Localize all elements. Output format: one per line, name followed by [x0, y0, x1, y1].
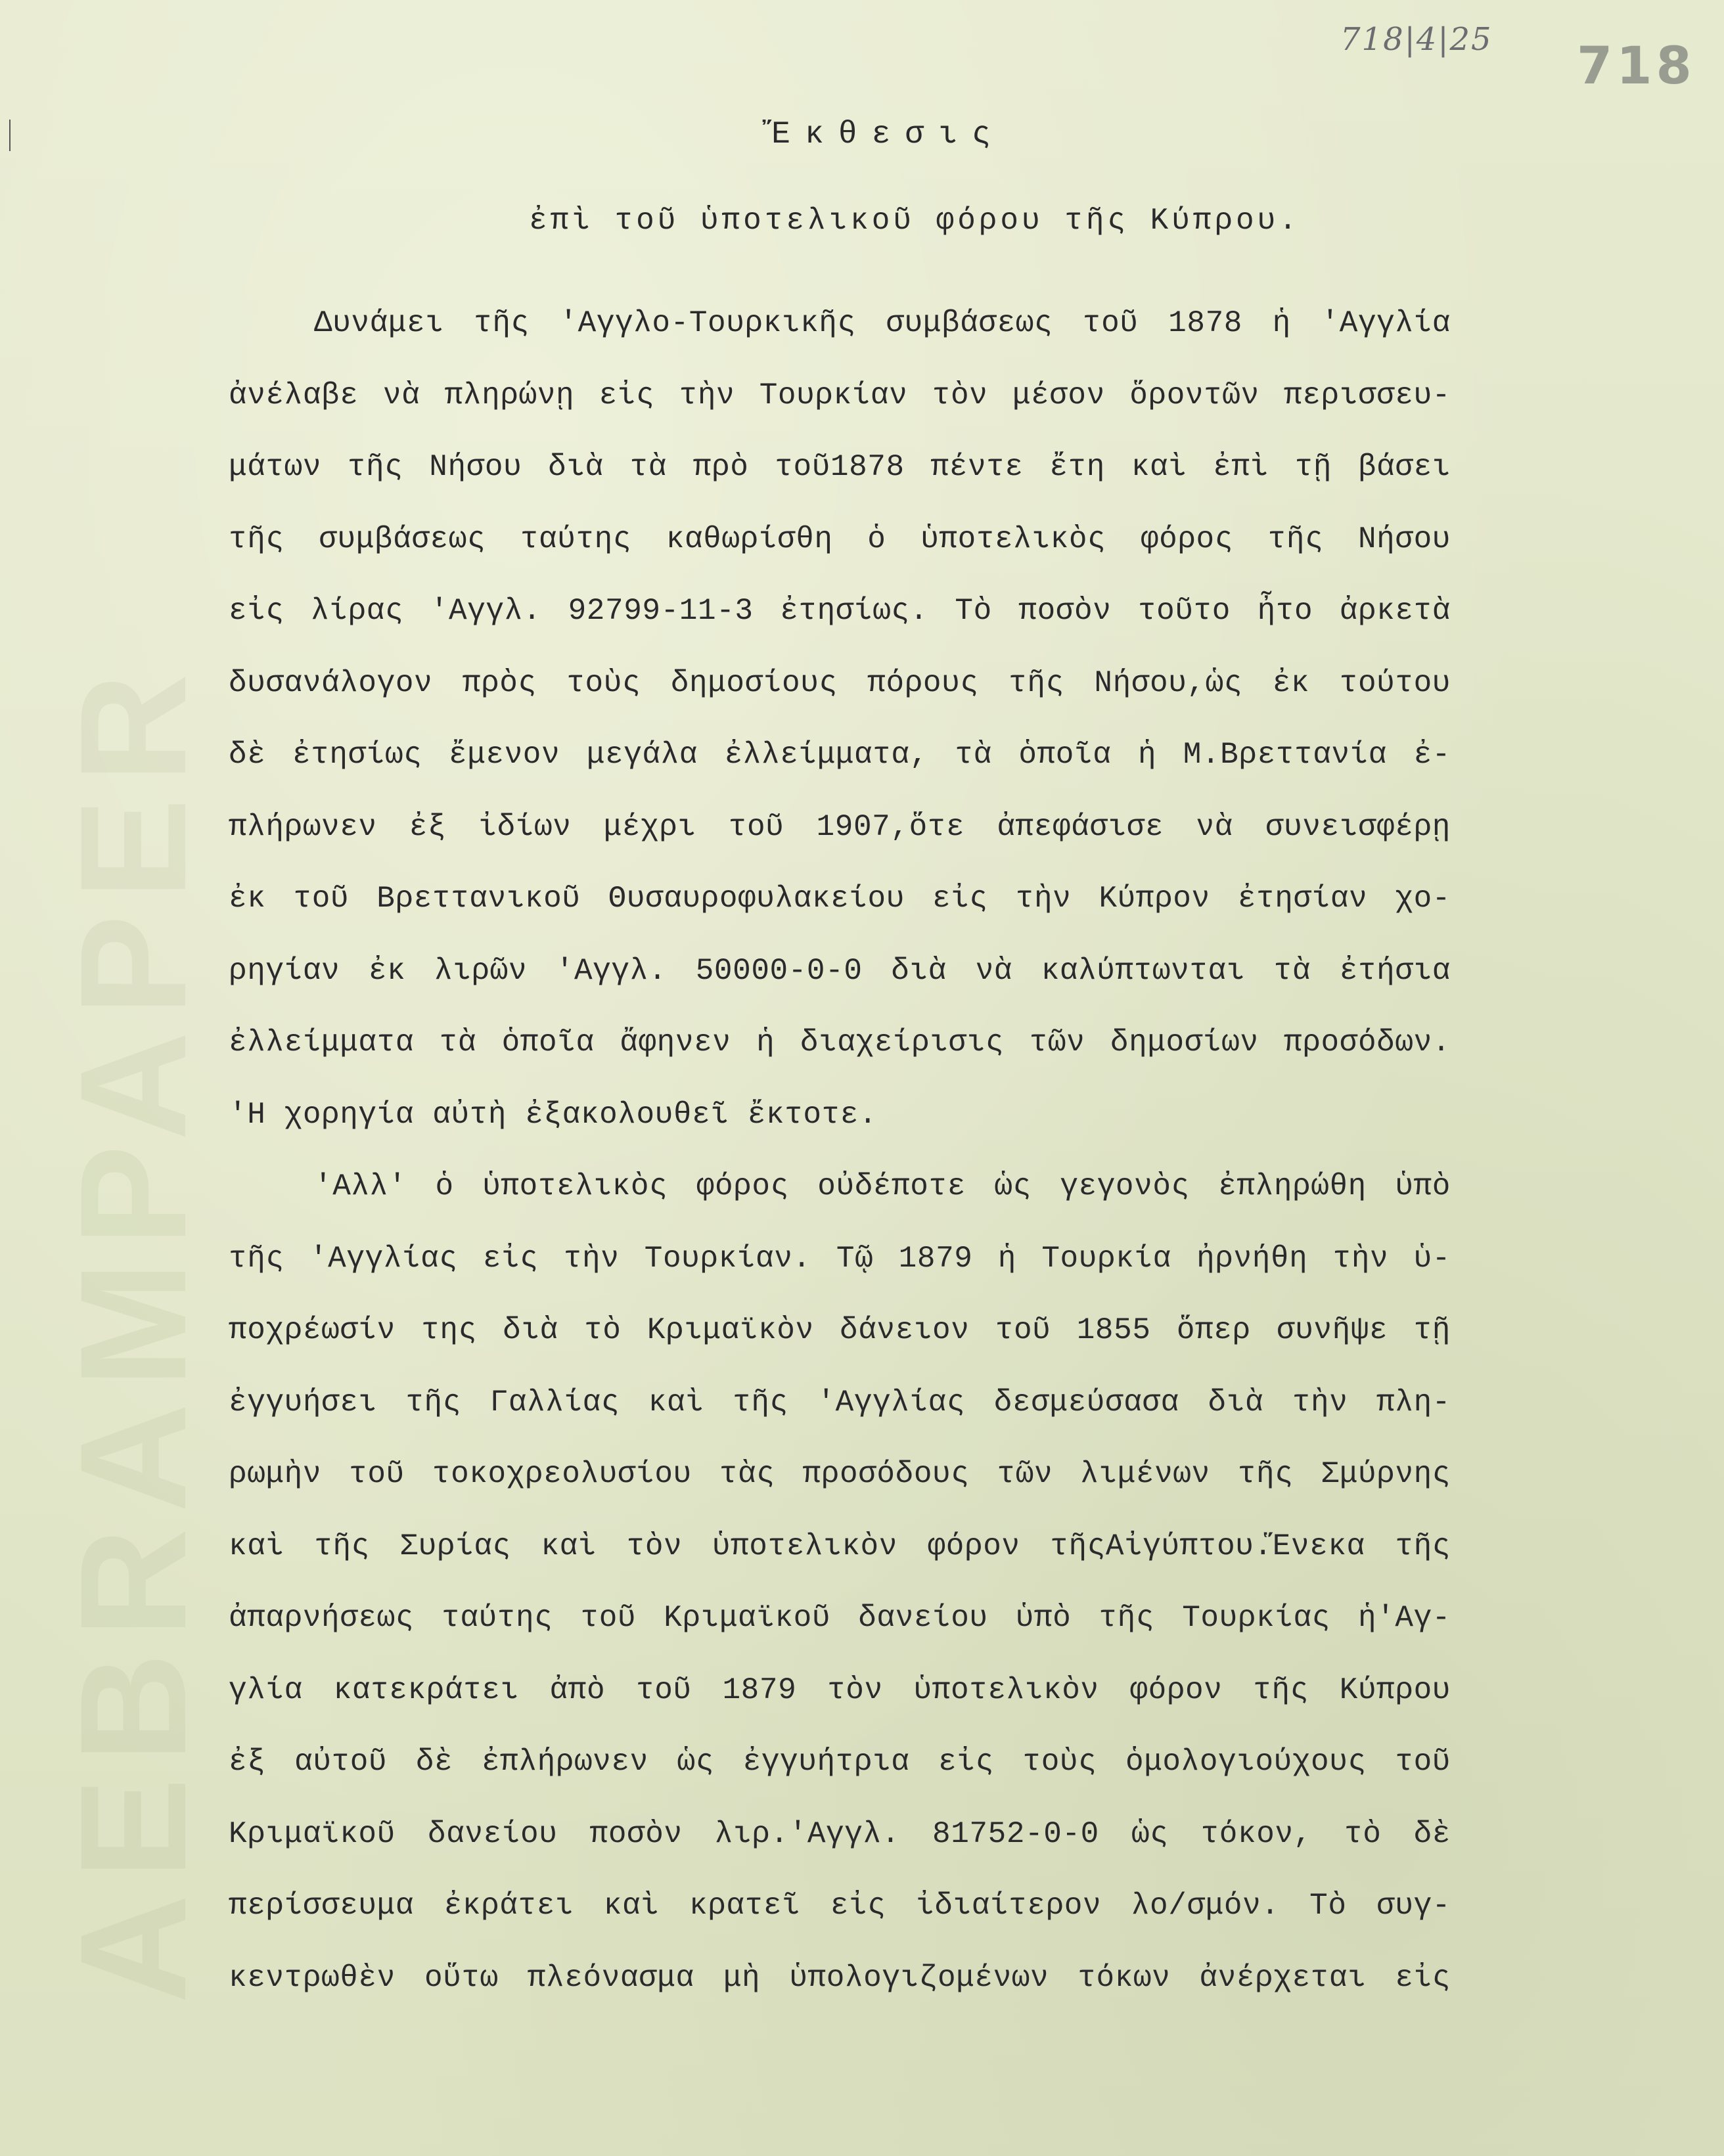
- text-line: ἀπαρνήσεως ταύτης τοῦ Κριμαϊκοῦ δανείου ὑπὸ τῆς Τουρκίας ἡ'Αγ-: [229, 1601, 1451, 1635]
- text-line: περίσσευμα ἐκράτει καὶ κρατεῖ εἰς ἰδιαίτερον λο/σμόν. Τὸ συγ-: [229, 1889, 1451, 1923]
- text-line: ποχρέωσίν της διὰ τὸ Κριμαϊκὸν δάνειον τοῦ 1855 ὅπερ συνῆψε τῇ: [229, 1313, 1451, 1347]
- text-line: 'Η χορηγία αὐτὴ ἐξακολουθεῖ ἔκτοτε.: [229, 1097, 878, 1132]
- paper-watermark: AEBRAMPAPER: [49, 658, 217, 2004]
- text-line: δὲ ἐτησίως ἔμενον μεγάλα ἐλλείμματα, τὰ ὁποῖα ἡ Μ.Βρεττανία ἐ-: [229, 738, 1451, 772]
- document-body: [229, 303, 1451, 2030]
- text-line: καὶ τῆς Συρίας καὶ τὸν ὑποτελικὸν φόρον τῆςΑἰγύπτου.Ἕνεκα τῆς: [229, 1529, 1451, 1563]
- text-line: ἀνέλαβε νὰ πληρώνῃ εἰς τὴν Τουρκίαν τὸν μέσον ὅροντῶν περισσευ-: [229, 378, 1451, 413]
- document-title: Ἔκθεσις: [771, 117, 1005, 152]
- text-line: Δυνάμει τῆς 'Αγγλο-Τουρκικῆς συμβάσεως τοῦ 1878 ἡ 'Αγγλία: [314, 306, 1451, 340]
- text-line: δυσανάλογον πρὸς τοὺς δημοσίους πόρους τῆς Νήσου,ὡς ἐκ τούτου: [229, 665, 1451, 700]
- text-line: ἐλλείμματα τὰ ὁποῖα ἄφηνεν ἡ διαχείρισις τῶν δημοσίων προσόδων.: [229, 1025, 1451, 1060]
- text-line: ἐγγυήσει τῆς Γαλλίας καὶ τῆς 'Αγγλίας δεσμεύσασα διὰ τὴν πλη-: [229, 1385, 1451, 1420]
- document-subtitle: ἐπὶ τοῦ ὑποτελικοῦ φόρου τῆς Κύπρου.: [529, 204, 1300, 238]
- text-line: ρωμὴν τοῦ τοκοχρεολυσίου τὰς προσόδους τῶν λιμένων τῆς Σμύρνης: [229, 1457, 1451, 1491]
- text-line: πλήρωνεν ἐξ ἰδίων μέχρι τοῦ 1907,ὅτε ἀπεφάσισε νὰ συνεισφέρῃ: [229, 809, 1451, 844]
- archive-reference: 718|4|25: [1340, 21, 1493, 58]
- text-line: Κριμαϊκοῦ δανείου ποσὸν λιρ.'Αγγλ. 81752-0-0 ὡς τόκον, τὸ δὲ: [229, 1816, 1451, 1851]
- text-line: τῆς συμβάσεως ταύτης καθωρίσθη ὁ ὑποτελικὸς φόρος τῆς Νήσου: [229, 522, 1451, 556]
- text-line: 'Αλλ' ὁ ὑποτελικὸς φόρος οὐδέποτε ὡς γεγονὸς ἐπληρώθη ὑπὸ: [314, 1169, 1451, 1203]
- text-line: μάτων τῆς Νήσου διὰ τὰ πρὸ τοῦ1878 πέντε ἔτη καὶ ἐπὶ τῇ βάσει: [229, 450, 1451, 484]
- page-stamp-number: 718: [1577, 37, 1696, 96]
- text-line: γλία κατεκράτει ἀπὸ τοῦ 1879 τὸν ὑποτελικὸν φόρον τῆς Κύπρου: [229, 1673, 1451, 1707]
- text-line: ἐκ τοῦ Βρεττανικοῦ Θυσαυροφυλακείου εἰς τὴν Κύπρον ἐτησίαν χο-: [229, 882, 1451, 916]
- text-line: κεντρωθὲν οὕτω πλεόνασμα μὴ ὑπολογιζομένων τόκων ἀνέρχεται εἰς: [229, 1960, 1451, 1995]
- text-line: τῆς 'Αγγλίας εἰς τὴν Τουρκίαν. Τῷ 1879 ἡ Τουρκία ἠρνήθη τὴν ὑ-: [229, 1241, 1451, 1276]
- text-line: εἰς λίρας 'Αγγλ. 92799-11-3 ἐτησίως. Τὸ ποσὸν τοῦτο ἦτο ἀρκετὰ: [229, 594, 1451, 628]
- text-line: ρηγίαν ἐκ λιρῶν 'Αγγλ. 50000-0-0 διὰ νὰ καλύπτωνται τὰ ἐτήσια: [229, 953, 1451, 988]
- text-line: ἐξ αὐτοῦ δὲ ἐπλήρωνεν ὡς ἐγγυήτρια εἰς τοὺς ὁμολογιούχους τοῦ: [229, 1745, 1451, 1779]
